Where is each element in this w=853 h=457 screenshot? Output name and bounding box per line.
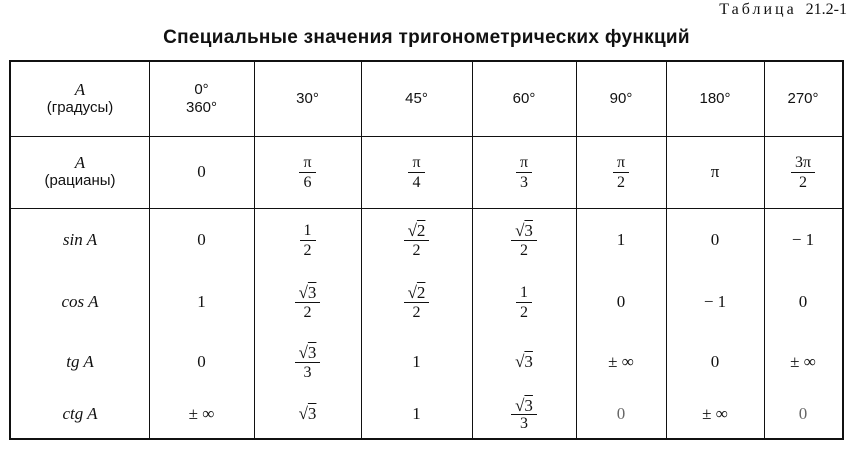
denominator: 2 (520, 241, 528, 259)
fraction (404, 221, 430, 260)
degree-cell-270 (764, 62, 842, 136)
degree-cell-180 (666, 62, 764, 136)
degree-value: 180° (699, 90, 731, 107)
degree-value: 0° (194, 81, 209, 98)
row-label-cos (11, 274, 149, 330)
degree-value: 30° (296, 90, 319, 107)
sin-60 (472, 212, 576, 268)
numerator: 1 (516, 283, 532, 303)
value: ± ∞ (702, 404, 728, 423)
sqrt-value: √3 (298, 404, 317, 423)
ctg-90 (576, 388, 666, 440)
value: 1 (412, 352, 421, 371)
denominator: 2 (520, 303, 528, 321)
tg-30 (254, 334, 361, 390)
ctg-0 (149, 388, 254, 440)
radicand: 3 (307, 404, 317, 423)
radicand: 3 (524, 395, 533, 415)
value: 1 (197, 292, 206, 311)
radian-cell-270 (764, 136, 842, 208)
denominator: 2 (616, 173, 625, 191)
radicand: 3 (524, 220, 533, 240)
numerator: π (408, 153, 424, 173)
value: 1 (412, 404, 421, 423)
value: ± ∞ (790, 352, 816, 371)
denominator: 4 (412, 173, 421, 191)
value: 0 (798, 292, 808, 311)
function-label: cos A (61, 292, 99, 311)
fraction (613, 153, 629, 192)
fraction (300, 221, 316, 260)
radian-cell-180 (666, 136, 764, 208)
radicand: 2 (416, 220, 426, 240)
radicand: 3 (524, 352, 533, 371)
numerator: √2 (404, 221, 430, 241)
tg-180 (666, 334, 764, 390)
function-label: ctg A (62, 404, 98, 423)
cos-270 (764, 274, 842, 330)
value: − 1 (791, 230, 815, 249)
cos-0 (149, 274, 254, 330)
numerator: √3 (511, 397, 537, 415)
value: 1 (616, 230, 626, 249)
row-label-ctg (11, 388, 149, 440)
numerator: √3 (295, 283, 321, 303)
radian-cell-0 (149, 136, 254, 208)
tg-90 (576, 334, 666, 390)
fraction (791, 153, 815, 192)
degree-value: 45° (405, 90, 428, 107)
value: 0 (197, 352, 206, 371)
degree-cell-30 (254, 62, 361, 136)
table-word: Таблица (719, 1, 797, 18)
table-title: Специальные значения тригонометрических функций (163, 27, 690, 48)
numerator: 1 (300, 221, 316, 241)
denominator: 2 (412, 303, 421, 321)
ctg-180 (666, 388, 764, 440)
ctg-30 (254, 388, 361, 440)
radian-value: π (710, 162, 720, 181)
sin-90 (576, 212, 666, 268)
degree-value: 270° (787, 90, 819, 107)
value: 0 (710, 230, 720, 249)
value: 0 (616, 292, 626, 311)
table-number: 21.2-1 (805, 1, 847, 18)
numerator: 3π (791, 153, 815, 173)
radian-cell-45 (361, 136, 472, 208)
denominator: 3 (520, 414, 528, 432)
radians-unit: (рацианы) (44, 172, 116, 189)
radian-cell-60 (472, 136, 576, 208)
function-label: sin A (62, 230, 98, 249)
degree-value: 60° (512, 90, 536, 107)
value: 0 (798, 404, 808, 423)
value: 0 (616, 404, 626, 423)
sin-180 (666, 212, 764, 268)
tg-270 (764, 334, 842, 390)
fraction (516, 153, 532, 192)
fraction (295, 343, 321, 382)
fraction (404, 283, 430, 322)
radicand: 3 (307, 342, 317, 362)
numerator: π (613, 153, 629, 173)
cos-60 (472, 274, 576, 330)
radians-header-cell (11, 136, 149, 208)
degree-cell-60 (472, 62, 576, 136)
angle-symbol: A (74, 80, 86, 99)
table-number-label (719, 1, 847, 19)
radian-cell-90 (576, 136, 666, 208)
cos-90 (576, 274, 666, 330)
trig-values-table (9, 60, 844, 440)
numerator: √3 (295, 343, 321, 363)
cos-30 (254, 274, 361, 330)
sin-0 (149, 212, 254, 268)
fraction (516, 283, 532, 322)
denominator: 3 (519, 173, 528, 191)
denominator: 2 (412, 241, 421, 259)
degrees-unit: (градусы) (46, 99, 114, 116)
fraction (511, 221, 537, 260)
radicand: 2 (416, 282, 426, 302)
numerator: π (516, 153, 532, 173)
value: ± ∞ (608, 352, 634, 371)
degree-cell-0 (149, 62, 254, 136)
fraction (295, 283, 321, 322)
denominator: 2 (303, 241, 312, 259)
denominator: 2 (303, 303, 312, 321)
fraction (408, 153, 424, 192)
angle-symbol: A (74, 153, 86, 172)
value: 0 (710, 352, 720, 371)
degree-cell-45 (361, 62, 472, 136)
ctg-270 (764, 388, 842, 440)
degree-cell-90 (576, 62, 666, 136)
ctg-60 (472, 388, 576, 440)
function-label: tg A (66, 352, 94, 371)
sin-45 (361, 212, 472, 268)
numerator: √2 (404, 283, 430, 303)
denominator: 6 (303, 173, 312, 191)
fraction (511, 397, 537, 432)
cos-45 (361, 274, 472, 330)
degree-value: 360° (185, 99, 218, 116)
sin-270 (764, 212, 842, 268)
degrees-header-cell (11, 62, 149, 136)
numerator: √3 (511, 221, 537, 241)
row-label-tg (11, 334, 149, 390)
tg-0 (149, 334, 254, 390)
tg-45 (361, 334, 472, 390)
fraction (299, 153, 315, 192)
sin-30 (254, 212, 361, 268)
row-label-sin (11, 212, 149, 268)
radicand: 3 (307, 282, 317, 302)
denominator: 3 (303, 363, 312, 381)
radian-value: 0 (197, 162, 206, 181)
radian-cell-30 (254, 136, 361, 208)
value: − 1 (703, 292, 727, 311)
numerator: π (299, 153, 315, 173)
ctg-45 (361, 388, 472, 440)
tg-60 (472, 334, 576, 390)
value: 0 (197, 230, 206, 249)
denominator: 2 (798, 173, 807, 191)
value: ± ∞ (188, 404, 215, 423)
row-divider (11, 208, 842, 209)
sqrt-value: √3 (515, 352, 533, 371)
degree-value: 90° (609, 90, 633, 107)
cos-180 (666, 274, 764, 330)
